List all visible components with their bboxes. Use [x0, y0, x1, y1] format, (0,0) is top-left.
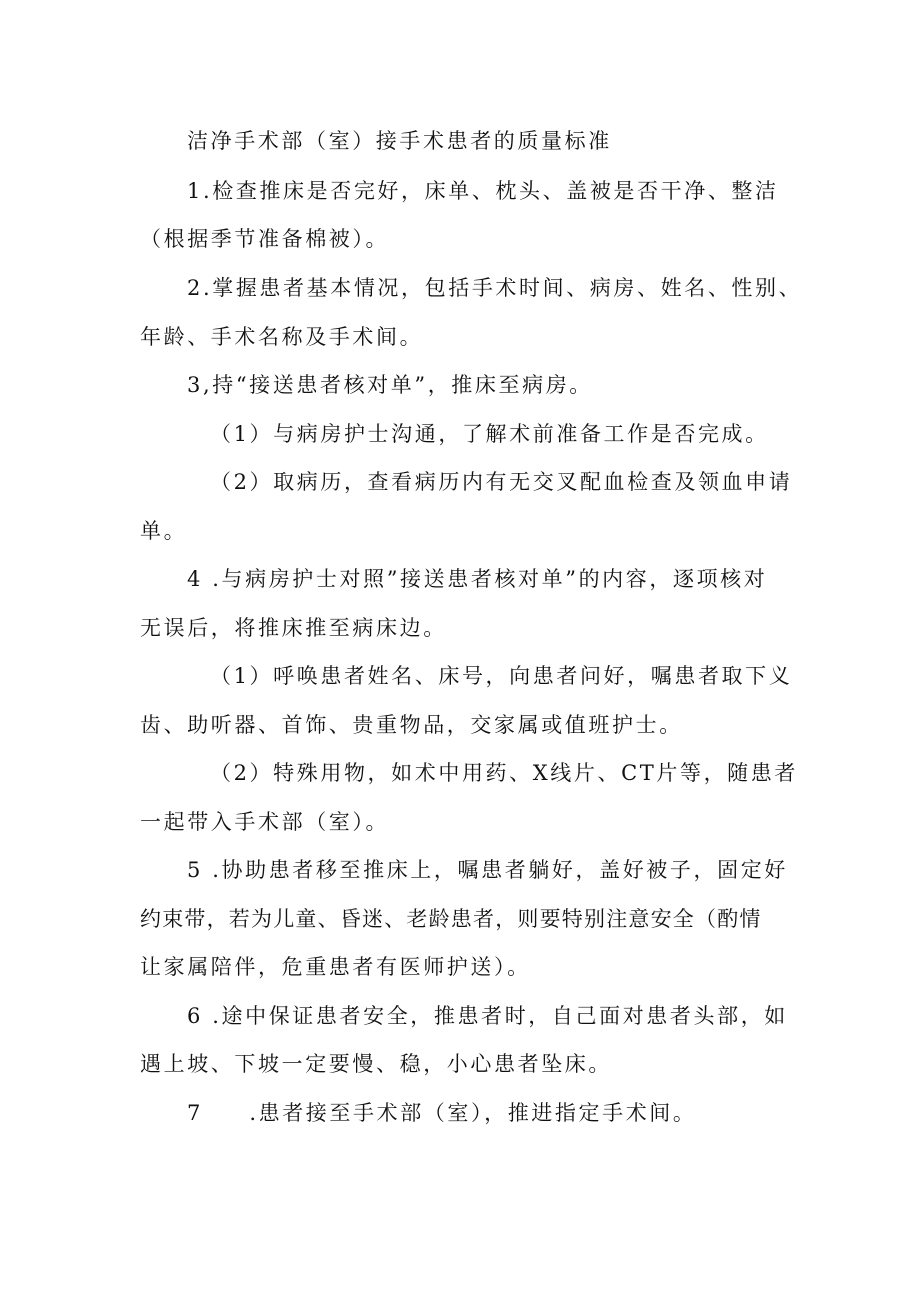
- paragraph-2-line-1: 2.掌握患者基本情况，包括手术时间、病房、姓名、性别、: [187, 276, 803, 300]
- paragraph-6-line-1: 6 .途中保证患者安全，推患者时，自己面对患者头部，如: [187, 1004, 788, 1028]
- document-title: 洁净手术部（室）接手术患者的质量标准: [187, 129, 612, 153]
- paragraph-6-line-2: 遇上坡、下坡一定要慢、稳，小心患者坠床。: [140, 1052, 612, 1076]
- sub-item-4-1-line-1: （1）呼唤患者姓名、床号，向患者问好，嘱患者取下义: [210, 664, 793, 688]
- sub-item-3-1: （1）与病房护士沟通，了解术前准备工作是否完成。: [210, 422, 769, 446]
- paragraph-5-line-3: 让家属陪伴，危重患者有医师护送）。: [140, 955, 531, 979]
- paragraph-4-line-2: 无误后，将推床推至病床边。: [140, 616, 447, 640]
- paragraph-5-line-1: 5 .协助患者移至推床上，嘱患者躺好，盖好被子，固定好: [187, 858, 788, 882]
- paragraph-7-line-1: 7 .患者接至手术部（室），推进指定手术间。: [187, 1101, 697, 1125]
- paragraph-5-line-2: 约束带，若为儿童、昏迷、老龄患者，则要特别注意安全（酌情: [140, 907, 762, 931]
- sub-item-4-1-line-2: 齿、助听器、首饰、贵重物品，交家属或值班护士。: [140, 713, 683, 737]
- paragraph-3-line-1: 3,持“接送患者核对单”，推床至病房。: [187, 373, 593, 397]
- paragraph-4-line-1: 4 .与病房护士对照”接送患者核对单”的内容，逐项核对: [187, 567, 768, 591]
- sub-item-4-2-line-2: 一起带入手术部（室）。: [140, 810, 390, 834]
- sub-item-3-2-line-1: （2）取病历，查看病历内有无交叉配血检查及领血申请: [210, 470, 793, 494]
- sub-item-4-2-line-1: （2）特殊用物，如术中用药、X线片、CT片等，随患者: [210, 761, 798, 785]
- paragraph-1-line-1: 1.检查推床是否完好，床单、枕头、盖被是否干净、整洁: [187, 179, 779, 203]
- paragraph-2-line-2: 年龄、手术名称及手术间。: [140, 325, 424, 349]
- paragraph-1-line-2: （根据季节准备棉被）。: [140, 227, 390, 251]
- sub-item-3-2-line-2: 单。: [140, 519, 188, 543]
